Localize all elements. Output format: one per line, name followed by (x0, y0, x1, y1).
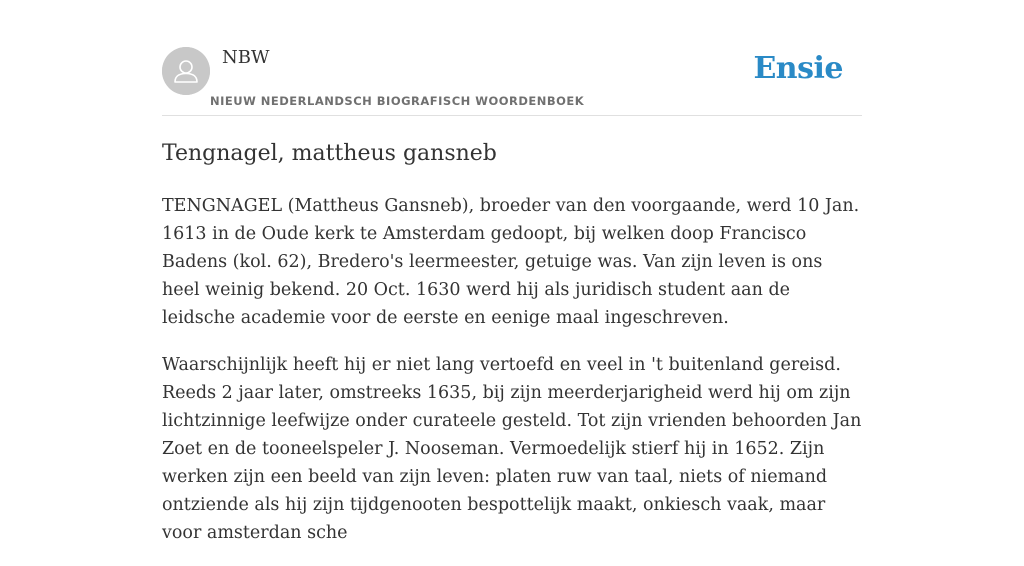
article-paragraph-1: TENGNAGEL (Mattheus Gansneb), broeder van den voorgaande, werd 10 Jan. 1613 in de Oude kerk te Amsterdam gedoopt, bij welken doop Francisco Badens (kol. 62), Bredero's leermeester, getuige was. Van zijn leven is ons heel weinig bekend. 20 Oct. 1630 werd hij als juridisch student aan de leidsche academie voor de eerste en eenige maal ingeschreven. (162, 196, 860, 328)
page-container (162, 0, 862, 543)
source-name[interactable]: NBW (222, 47, 270, 68)
user-placeholder-icon[interactable] (162, 47, 210, 95)
source-subtitle: NIEUW NEDERLANDSCH BIOGRAFISCH WOORDENBOEK (210, 94, 585, 108)
page-title: Tengnagel, mattheus gansneb (162, 141, 497, 166)
ensie-logo[interactable]: Ensie (753, 51, 843, 86)
article-paragraph-2: Waarschijnlijk heeft hij er niet lang vertoefd en veel in 't buitenland gereisd. Reeds 2 jaar later, omstreeks 1635, bij zijn meerderjarigheid werd hij om zijn lichtzinnige leefwijze onder curateele gesteld. Tot zijn vrienden behoorden Jan Zoet en de tooneelspeler J. Nooseman. Vermoedelijk stierf hij in 1652. Zijn werken zijn een beeld van zijn leven: platen ruw van taal, niets of niemand ontziende als hij zijn tijdgenooten bespottelijk maakt, onkiesch vaak, maar voor amsterdan sche (162, 355, 862, 543)
article-body (162, 192, 862, 566)
source-header (162, 0, 862, 116)
